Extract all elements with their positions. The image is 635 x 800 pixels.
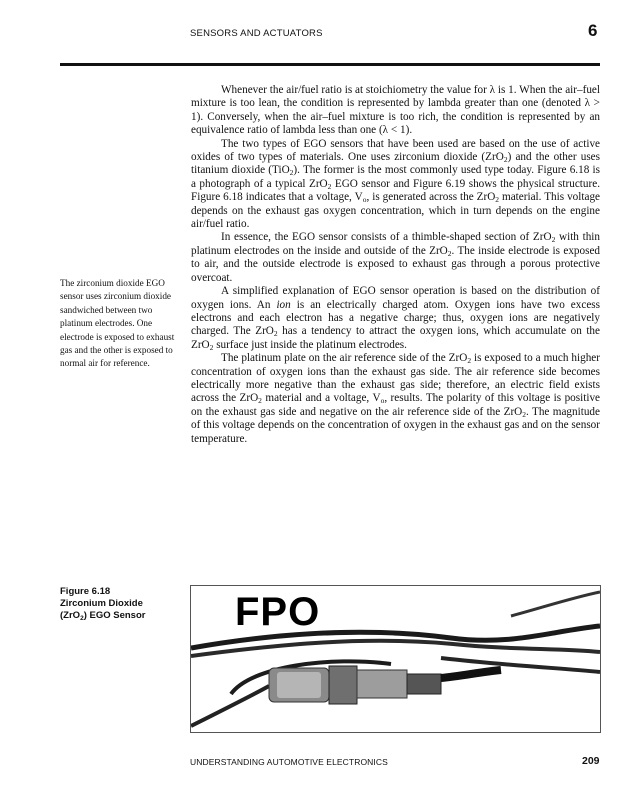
chapter-number: 6	[588, 21, 598, 40]
sensor-hex-nut	[329, 666, 357, 704]
header-rule	[60, 63, 600, 66]
figure-caption	[60, 586, 185, 622]
sensor-wire	[511, 592, 600, 616]
sensor-wire	[191, 641, 600, 656]
margin-note: The zirconium dioxide EGO sensor uses zirconium dioxide sandwiched between two platinum electrodes. One electrode is exposed to exhaust gas and the other is exposed to normal air for reference.	[60, 278, 175, 369]
paragraph-1: Whenever the air/fuel ratio is at stoichiometry the value for λ is 1. When the air–fuel mixture is too lean, the condition is represented by lambda greater than one (denoted λ > 1). Conversely, when the air–fuel mixture is too rich, the condition is represented by an equivalence ratio of lambda less than one (λ < 1).	[191, 84, 600, 137]
page-number: 209	[582, 755, 600, 767]
fpo-placeholder: FPO	[235, 590, 321, 634]
running-footer: UNDERSTANDING AUTOMOTIVE ELECTRONICS	[190, 757, 388, 767]
paragraph-3: In essence, the EGO sensor consists of a thimble-shaped section of ZrO$_2$ with thin platinum electrodes on the inside and outside of the ZrO$_2$. The inside electrode is exposed to air, and the outside electrode is exposed to exhaust gas through a porous protective overcoat.	[191, 231, 601, 284]
running-header: SENSORS AND ACTUATORS	[190, 28, 323, 39]
sensor-wire	[441, 658, 600, 672]
paragraph-2: The two types of EGO sensors that have been used are based on the use of active oxides of two types of materials. One uses zirconium dioxide (ZrO$_2$) and the other uses titanium dioxide (TiO$_2$). The former is the most commonly used type today. Figure 6.18 is a photograph of a typical ZrO$_2$ EGO sensor and Figure 6.19 shows the physical structure. Figure 6.18 indicates that a voltage, $V_o$, is generated across the ZrO$_2$ material. This voltage depends on the exhaust gas oxygen concentration, which in turn depends on the engine air/fuel ratio.	[191, 137, 601, 231]
figure-number: Figure 6.18	[60, 586, 111, 597]
paragraph-4: A simplified explanation of EGO sensor operation is based on the distribution of oxygen ions. An ion is an electrically charged atom. Oxygen ions have two excess electrons and each electron has a negative charge; thus, oxygen ions are negatively charged. The ZrO$_2$ has a tendency to attract the oxygen ions, which accumulate on the ZrO$_2$ surface just inside the platinum electrodes.	[191, 285, 601, 352]
sensor-probe-shield	[277, 672, 321, 698]
sensor-boot	[407, 674, 441, 694]
sensor-body	[357, 670, 407, 698]
figure-title-formula: (ZrO$_2$) EGO Sensor	[60, 610, 146, 622]
paragraph-5: The platinum plate on the air reference side of the ZrO$_2$ is exposed to a much higher concentration of oxygen ions than the exhaust gas side. The air reference side becomes electrically more negative than the exhaust gas side; therefore, an electric field exists across the ZrO$_2$ material and a voltage, $V_o$, results. The polarity of this voltage is positive on the exhaust gas side and negative on the air reference side of the ZrO$_2$. The magnitude of this voltage depends on the concentration of oxygen in the exhaust gas and on the sensor temperature.	[191, 352, 601, 445]
figure-title: Zirconium Dioxide	[60, 598, 143, 609]
body-text	[191, 84, 600, 446]
sensor-cable	[441, 670, 501, 678]
figure-frame	[190, 585, 601, 733]
